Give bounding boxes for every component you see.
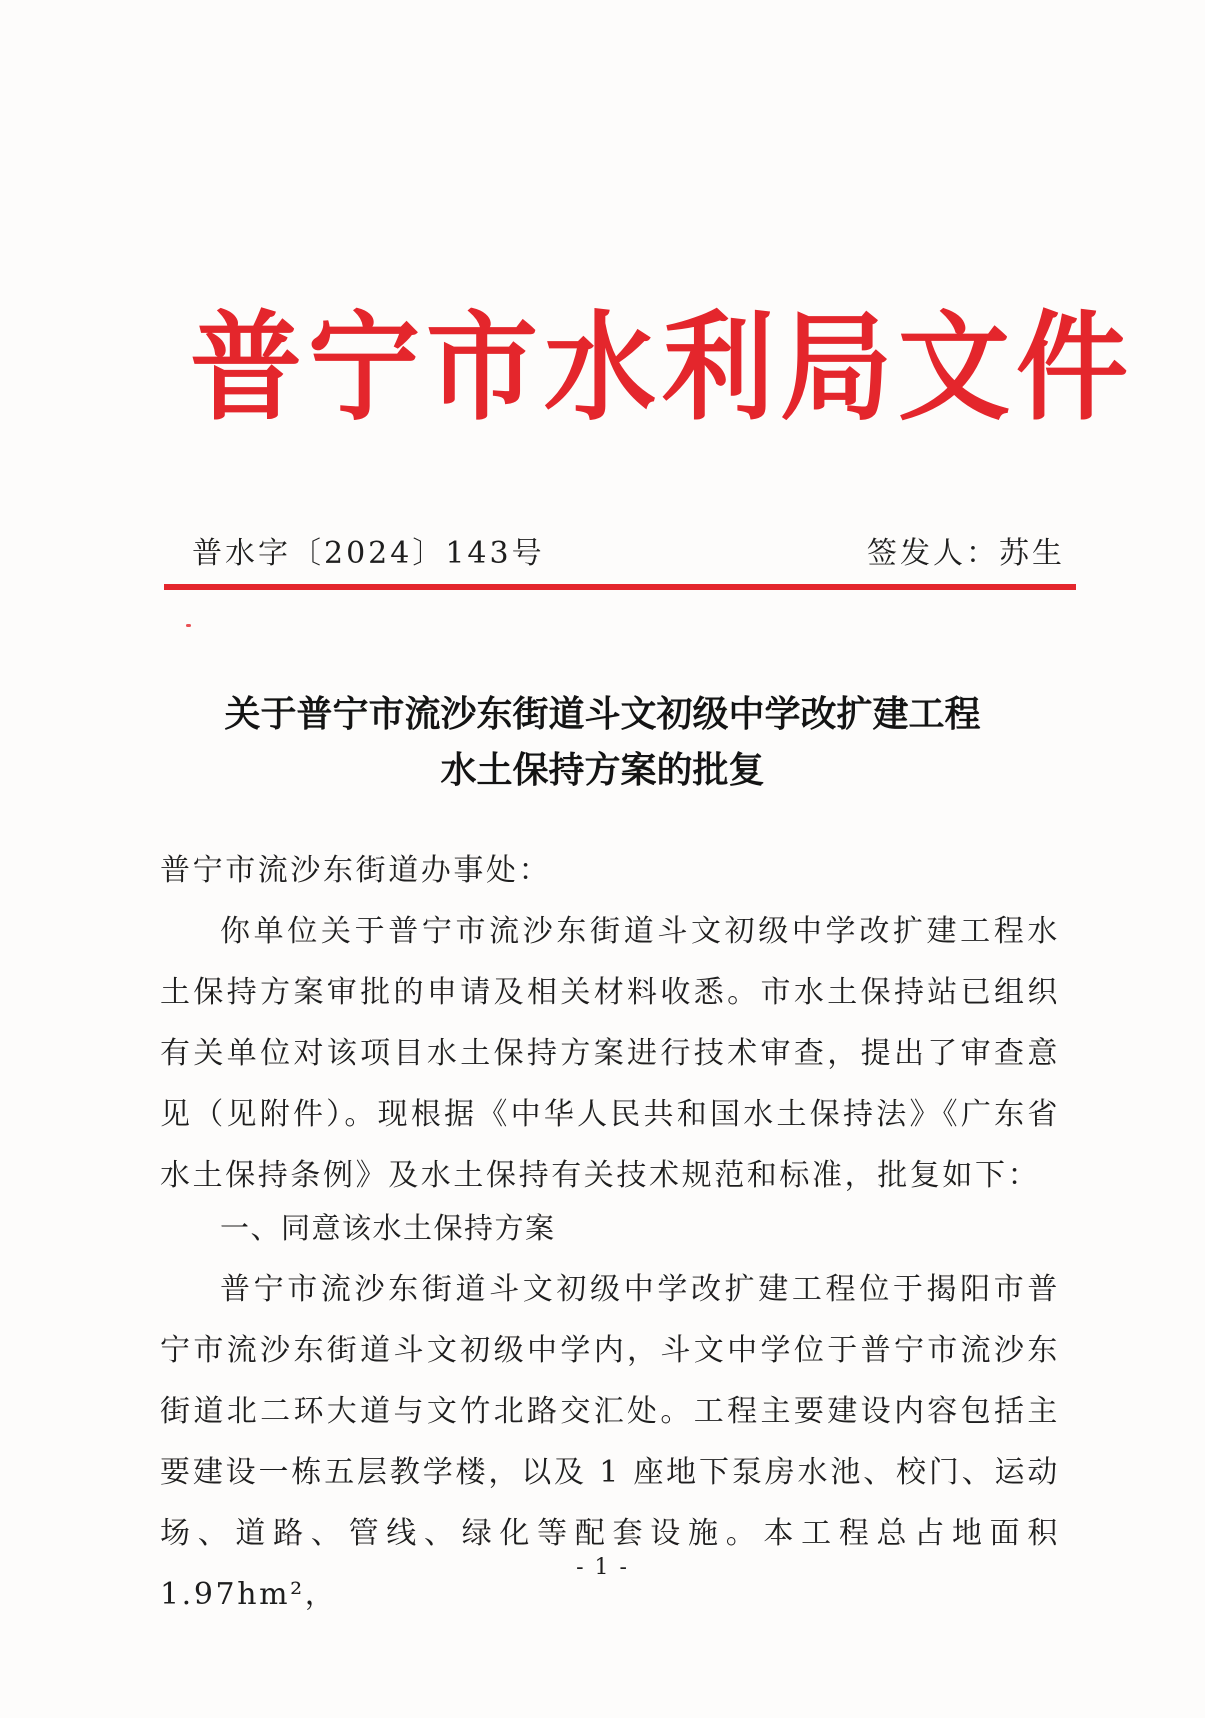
addressee: 普宁市流沙东街道办事处： [160,853,552,888]
page-number: - 1 - [576,1555,629,1580]
masthead-title: 普宁市水利局文件 [190,299,1134,437]
section-heading-1: 一、同意该水土保持方案 [220,1211,556,1245]
document-title [0,686,1205,798]
title-line-2: 水土保持方案的批复 [440,749,765,791]
red-divider-line [164,584,1076,590]
document-number: 普水字〔2024〕143号 [192,536,545,571]
paragraph-1: 你单位关于普宁市流沙东街道斗文初级中学改扩建工程水土保持方案审批的申请及相关材料收悉。市水土保持站已组织有关单位对该项目水土保持方案进行技术审查，提出了审查意见（见附件）。现根据《中华人民共和国水土保持法》《广东省水土保持条例》及水土保持有关技术规范和标准，批复如下： [160,914,1060,1193]
red-ink-dot [186,624,191,627]
title-line-1: 关于普宁市流沙东街道斗文初级中学改扩建工程 [224,693,981,735]
paragraph-2: 普宁市流沙东街道斗文初级中学改扩建工程位于揭阳市普宁市流沙东街道斗文初级中学内，斗文中学位于普宁市流沙东街道北二环大道与文竹北路交汇处。工程主要建设内容包括主要建设一栋五层教学楼，以及 1 座地下泵房水池、校门、运动场、道路、管线、绿化等配套设施。本工程总占地面积 1.97hm²， [160,1272,1060,1612]
signer: 签发人：苏生 [867,536,1065,571]
